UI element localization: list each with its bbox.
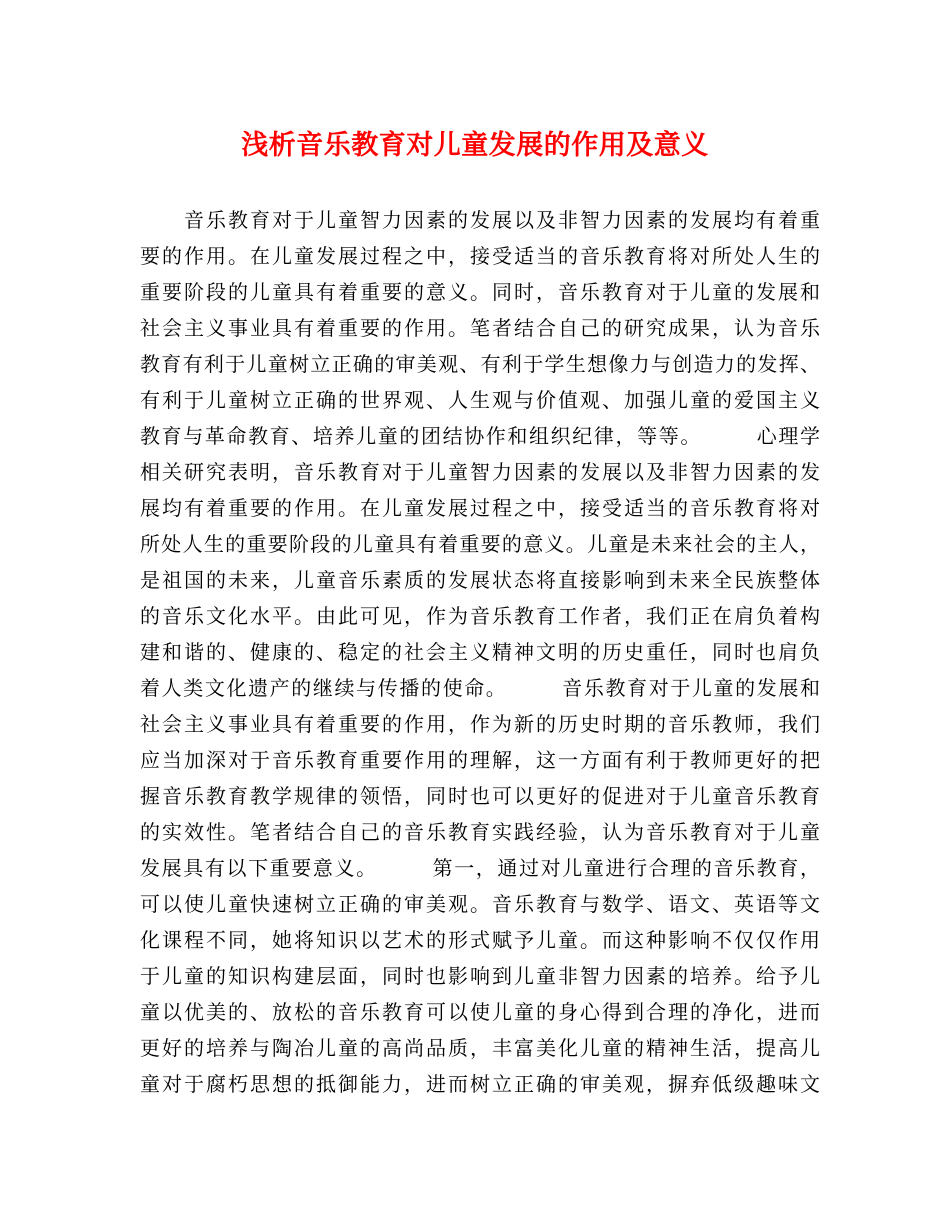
text-line: 更好的培养与陶冶儿童的高尚品质，丰富美化儿童的精神生活，提高儿 [140,1036,820,1060]
text-line: 重要阶段的儿童具有着重要的意义。同时，音乐教育对于儿童的发展和 [140,280,820,304]
document-body [140,202,820,1102]
text-line: 着人类文化遗产的继续与传播的使命。 音乐教育对于儿童的发展和 [140,676,820,700]
text-line: 要的作用。在儿童发展过程之中，接受适当的音乐教育将对所处人生的 [140,244,820,268]
text-line: 相关研究表明，音乐教育对于儿童智力因素的发展以及非智力因素的发 [140,460,820,484]
text-line: 的音乐文化水平。由此可见，作为音乐教育工作者，我们正在肩负着构 [140,604,820,628]
text-line: 应当加深对于音乐教育重要作用的理解，这一方面有利于教师更好的把 [140,748,820,772]
text-line: 展均有着重要的作用。在儿童发展过程之中，接受适当的音乐教育将对 [140,496,820,520]
text-line: 有利于儿童树立正确的世界观、人生观与价值观、加强儿童的爱国主义 [140,388,820,412]
text-line: 教育与革命教育、培养儿童的团结协作和组织纪律，等等。 心理学 [140,424,820,448]
text-line: 音乐教育对于儿童智力因素的发展以及非智力因素的发展均有着重 [140,208,820,232]
text-line: 社会主义事业具有着重要的作用，作为新的历史时期的音乐教师，我们 [140,712,820,736]
text-line: 于儿童的知识构建层面，同时也影响到儿童非智力因素的培养。给予儿 [140,964,820,988]
text-line: 童以优美的、放松的音乐教育可以使儿童的身心得到合理的净化，进而 [140,1000,820,1024]
document-title: 浅析音乐教育对儿童发展的作用及意义 [241,130,709,161]
text-line: 发展具有以下重要意义。 第一，通过对儿童进行合理的音乐教育， [140,856,820,880]
text-line: 社会主义事业具有着重要的作用。笔者结合自己的研究成果，认为音乐 [140,316,820,340]
text-line: 建和谐的、健康的、稳定的社会主义精神文明的历史重任，同时也肩负 [140,640,820,664]
text-line: 化课程不同，她将知识以艺术的形式赋予儿童。而这种影响不仅仅作用 [140,928,820,952]
text-line: 是祖国的未来，儿童音乐素质的发展状态将直接影响到未来全民族整体 [140,568,820,592]
text-line: 教育有利于儿童树立正确的审美观、有利于学生想像力与创造力的发挥、 [140,352,820,376]
text-line: 可以使儿童快速树立正确的审美观。音乐教育与数学、语文、英语等文 [140,892,820,916]
text-line: 童对于腐朽思想的抵御能力，进而树立正确的审美观，摒弃低级趣味文 [140,1072,820,1096]
text-line: 所处人生的重要阶段的儿童具有着重要的意义。儿童是未来社会的主人， [140,532,820,556]
text-line: 的实效性。笔者结合自己的音乐教育实践经验，认为音乐教育对于儿童 [140,820,820,844]
text-line: 握音乐教育教学规律的领悟，同时也可以更好的促进对于儿童音乐教育 [140,784,820,808]
